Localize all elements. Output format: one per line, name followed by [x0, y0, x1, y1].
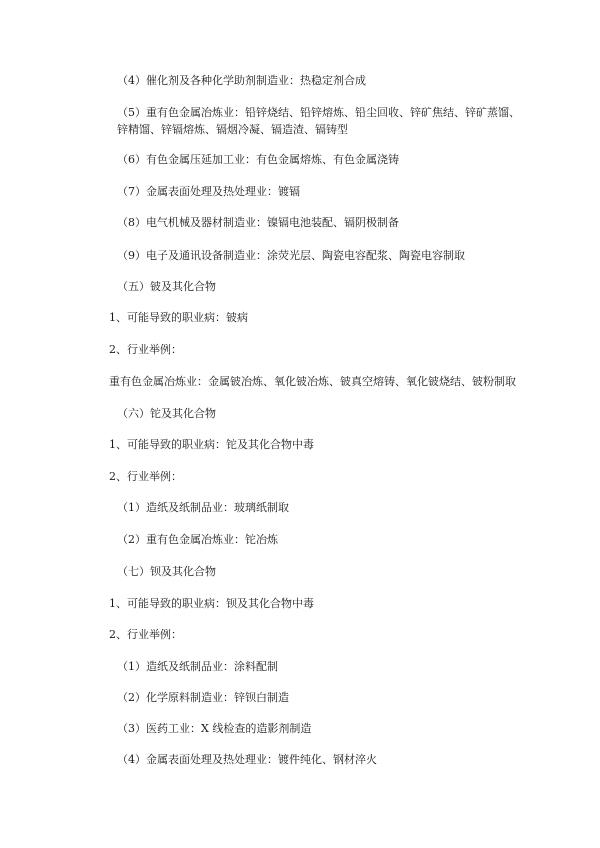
paragraph: （9）电子及通讯设备制造业：涂荧光层、陶瓷电容配浆、陶瓷电容制取 [117, 249, 465, 262]
paragraph: 1、可能导致的职业病：钡及其化合物中毒 [109, 597, 314, 610]
paragraph: 1、可能导致的职业病：铊及其化合物中毒 [109, 438, 314, 451]
paragraph: 2、行业举例： [109, 628, 182, 641]
paragraph: （6）有色金属压延加工业：有色金属熔炼、有色金属浇铸 [117, 153, 399, 166]
paragraph: （4）金属表面处理及热处理业：镀件纯化、钢材淬火 [117, 753, 377, 766]
paragraph: 1、可能导致的职业病：铍病 [109, 311, 248, 324]
paragraph: （1）造纸及纸制品业：涂料配制 [117, 660, 278, 673]
paragraph: （4）催化剂及各种化学助剂制造业：热稳定剂合成 [117, 74, 366, 87]
paragraph: （5）重有色金属冶炼业：铅锌烧结、铅锌熔炼、铅尘回收、锌矿焦结、锌矿蒸馏、锌精馏、锌镉熔炼、镉烟冷凝、镉造渣、镉铸型 [117, 106, 520, 136]
paragraph: （2）重有色金属冶炼业：铊冶炼 [117, 533, 278, 546]
section-heading: （六）铊及其化合物 [117, 407, 216, 420]
paragraph: （1）造纸及纸制品业：玻璃纸制取 [117, 501, 289, 514]
section-heading: （七）钡及其化合物 [117, 565, 216, 578]
paragraph: 2、行业举例： [109, 343, 182, 356]
section-heading: （五）铍及其化合物 [117, 280, 216, 293]
paragraph: 2、行业举例： [109, 470, 182, 483]
paragraph: （7）金属表面处理及热处理业：镀镉 [117, 185, 300, 198]
paragraph: （8）电气机械及器材制造业：镍镉电池装配、镉阴极制备 [117, 216, 399, 229]
paragraph: （2）化学原料制造业：锌钡白制造 [117, 691, 289, 704]
paragraph: 重有色金属冶炼业：金属铍冶炼、氧化铍冶炼、铍真空熔铸、氧化铍烧结、铍粉制取 [109, 375, 516, 388]
paragraph: （3）医药工业：X 线检查的造影剂制造 [117, 722, 312, 735]
